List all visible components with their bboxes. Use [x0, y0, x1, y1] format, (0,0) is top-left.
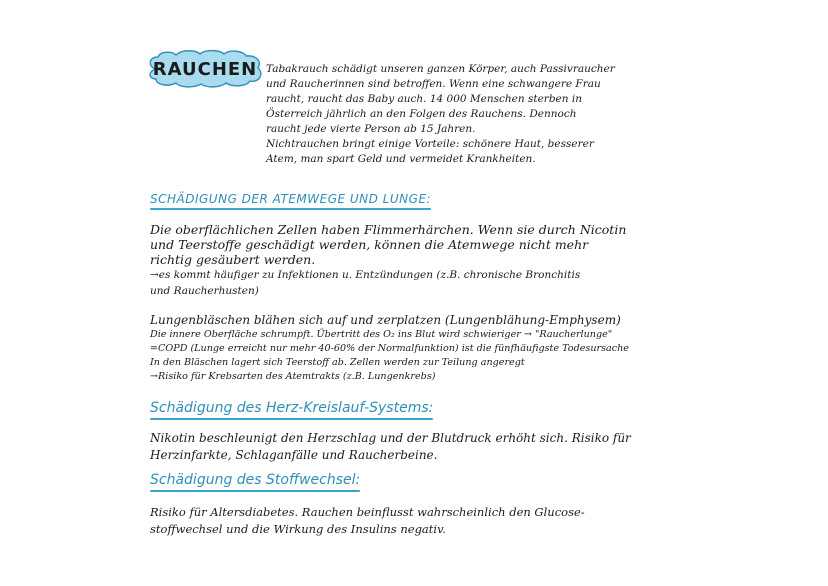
text-line: und Raucherhusten): [150, 285, 259, 297]
text-line: In den Bläschen lagert sich Teerstoff ab. Zellen werden zur Teilung angeregt: [150, 357, 525, 368]
text-line: Herzinfarkte, Schlaganfälle und Raucherbeine.: [150, 448, 438, 462]
intro-paragraph: [266, 62, 686, 167]
intro-line: Nichtrauchen bringt einige Vorteile: schönere Haut, besserer: [266, 138, 594, 150]
text-line: richtig gesäubert werden.: [150, 252, 316, 267]
text-line: Die innere Oberfläche schrumpft. Übertritt des O₂ ins Blut wird schwieriger → "Raucherlunge": [150, 329, 613, 340]
heading-text: Schädigung des Stoffwechsel:: [150, 472, 361, 488]
heading-text: Schädigung des Herz-Kreislauf-Systems:: [150, 400, 434, 416]
section-heading-herz-kreislauf: [150, 400, 433, 420]
section-heading-atemwege: [150, 192, 431, 210]
text-line: →Risiko für Krebsarten des Atemtrakts (z.B. Lungenkrebs): [150, 371, 436, 382]
title-cloud: [146, 49, 264, 89]
text-line: =COPD (Lunge erreicht nur mehr 40-60% der Normalfunktion) ist die fünfhäufigste Todesursache: [150, 343, 629, 354]
text-line: →es kommt häufiger zu Infektionen u. Entzündungen (z.B. chronische Bronchitis: [150, 269, 581, 281]
intro-line: Atem, man spart Geld und vermeidet Krankheiten.: [266, 153, 536, 165]
intro-line: raucht jede vierte Person ab 15 Jahren.: [266, 123, 476, 135]
section-heading-stoffwechsel: [150, 472, 360, 492]
text-line: stoffwechsel und die Wirkung des Insulins negativ.: [150, 522, 446, 536]
intro-line: raucht, raucht das Baby auch. 14 000 Menschen sterben in: [266, 93, 582, 105]
heading-text: SCHÄDIGUNG DER ATEMWEGE UND LUNGE:: [150, 192, 432, 206]
heading-underline: [150, 490, 360, 492]
heading-underline: [150, 208, 431, 210]
section-atemwege-para1: [150, 222, 690, 299]
heading-underline: [150, 418, 433, 420]
text-line: und Teerstoffe geschädigt werden, können die Atemwege nicht mehr: [150, 237, 589, 252]
text-line: Nikotin beschleunigt den Herzschlag und der Blutdruck erhöht sich. Risiko für: [150, 431, 631, 445]
text-line: Lungenbläschen blähen sich auf und zerplatzen (Lungenblähung-Emphysem): [150, 313, 621, 327]
section-herz-kreislauf-text: [150, 430, 690, 464]
intro-line: Österreich jährlich an den Folgen des Rauchens. Dennoch: [266, 108, 577, 120]
text-line: Risiko für Altersdiabetes. Rauchen beinflusst wahrscheinlich den Glucose-: [150, 505, 585, 519]
intro-line: und Raucherinnen sind betroffen. Wenn eine schwangere Frau: [266, 78, 601, 90]
section-atemwege-para2: [150, 312, 690, 384]
page-title: RAUCHEN: [152, 58, 258, 80]
intro-line: Tabakrauch schädigt unseren ganzen Körper, auch Passivraucher: [266, 63, 615, 75]
section-stoffwechsel-text: [150, 504, 690, 538]
text-line: Die oberflächlichen Zellen haben Flimmerhärchen. Wenn sie durch Nicotin: [150, 222, 627, 237]
